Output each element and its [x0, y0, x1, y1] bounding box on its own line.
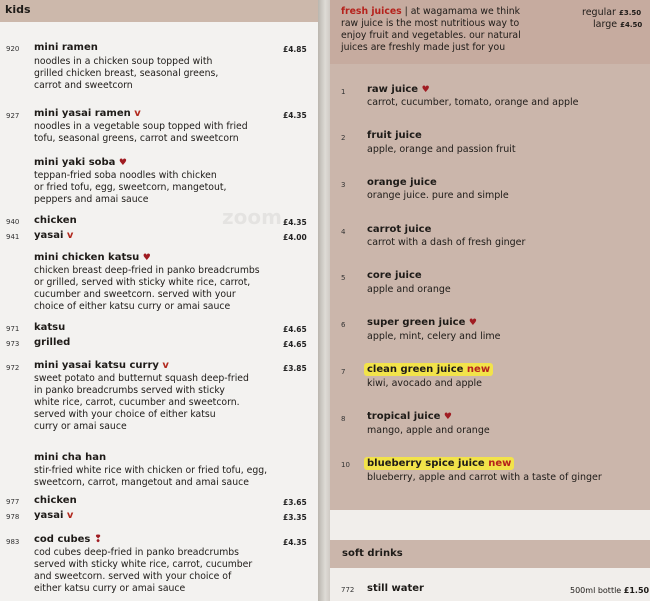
- desc-line: served with your choice of either katsu: [34, 409, 216, 420]
- option-name: chicken: [34, 215, 77, 226]
- desc-line: stir-fried white rice with chicken or fried tofu, egg,: [34, 465, 268, 476]
- juice-name-text: raw juice: [367, 84, 419, 95]
- item-name: [34, 108, 141, 119]
- option-name: [34, 510, 73, 521]
- juice-description: blueberry, apple and carrot with a taste of ginger: [367, 472, 602, 483]
- option-name-text: yasai: [34, 230, 64, 241]
- item-description: [34, 265, 284, 313]
- heart-icon: ♥: [468, 318, 477, 328]
- desc-line: sweetcorn, carrot, mangetout and amai sauce: [34, 477, 249, 488]
- juice-code: 6: [341, 321, 346, 329]
- heart-icon: ♥: [421, 85, 430, 95]
- size-name: regular: [582, 7, 616, 18]
- item-price: £4.35: [283, 538, 307, 547]
- juice-code: 2: [341, 134, 346, 142]
- juice-name: [364, 457, 514, 470]
- item-name-text: mini yasai ramen: [34, 108, 131, 119]
- desc-line: either katsu curry or amai sauce: [34, 583, 186, 594]
- new-badge: new: [488, 458, 512, 469]
- desc-line: cucumber and sweetcorn. served with your: [34, 289, 236, 300]
- item-name-text: cod cubes: [34, 534, 91, 545]
- option-code: 940: [6, 218, 20, 226]
- kids-section-header: [0, 0, 318, 22]
- heart-icon: ♥: [443, 412, 452, 422]
- juice-code: 8: [341, 415, 346, 423]
- size-text: 500ml bottle: [570, 586, 622, 595]
- juice-description: orange juice. pure and simple: [367, 190, 509, 201]
- vegetarian-mark: v: [134, 108, 141, 119]
- juice-description: apple, orange and passion fruit: [367, 144, 516, 155]
- size-price: £3.50: [619, 9, 642, 17]
- option-code: 978: [6, 513, 20, 521]
- desc-line: grilled chicken breast, seasonal greens,: [34, 68, 219, 79]
- desc-line: tofu, seasonal greens, carrot and sweetcorn: [34, 133, 239, 144]
- intro-line: enjoy fruit and vegetables. our natural: [341, 30, 521, 41]
- chili-icon: ❢: [93, 534, 103, 545]
- juice-name-text: blueberry spice juice: [367, 458, 485, 469]
- option-price: £4.65: [283, 340, 307, 349]
- juice-code: 7: [341, 368, 346, 376]
- item-name: [34, 360, 169, 371]
- desc-line: noodles in a vegetable soup topped with fried: [34, 121, 248, 132]
- juice-name: [367, 84, 430, 95]
- option-price: £4.00: [283, 233, 307, 242]
- soft-drink-code: 772: [341, 586, 355, 594]
- desc-line: teppan-fried soba noodles with chicken: [34, 170, 217, 181]
- option-code: 973: [6, 340, 20, 348]
- juice-name: [367, 411, 452, 422]
- option-name: grilled: [34, 337, 71, 348]
- option-code: 971: [6, 325, 20, 333]
- vegetarian-mark: v: [66, 510, 74, 521]
- soft-drink-name: still water: [367, 583, 424, 594]
- desc-line: served with sticky white rice, carrot, cucumber: [34, 559, 253, 570]
- option-price: £3.35: [283, 513, 307, 522]
- option-price: £4.65: [283, 325, 307, 334]
- page-gutter: [318, 0, 330, 601]
- juice-name: core juice: [367, 270, 422, 281]
- kids-title: kids: [5, 3, 31, 16]
- item-price: £3.85: [283, 364, 307, 373]
- juice-name: [364, 363, 493, 376]
- desc-line: sweet potato and butternut squash deep-fried: [34, 373, 249, 384]
- desc-line: curry or amai sauce: [34, 421, 127, 432]
- vegetarian-mark: v: [162, 360, 169, 371]
- desc-line: choice of either katsu curry or amai sauce: [34, 301, 231, 312]
- intro-line: juices are freshly made just for you: [341, 42, 506, 53]
- desc-line: chicken breast deep-fried in panko breadcrumbs: [34, 265, 260, 276]
- intro-line: raw juice is the most nutritious way to: [341, 18, 520, 29]
- juice-code: 1: [341, 88, 346, 96]
- item-name: [34, 252, 151, 263]
- juices-intro: [341, 6, 576, 54]
- juice-name: carrot juice: [367, 224, 432, 235]
- option-name: katsu: [34, 322, 66, 333]
- option-price: £4.35: [283, 218, 307, 227]
- desc-line: in panko breadcrumbs served with sticky: [34, 385, 225, 396]
- vegetarian-mark: v: [66, 230, 74, 241]
- juices-title: fresh juices: [341, 6, 402, 17]
- option-price: £3.65: [283, 498, 307, 507]
- watermark: zoom: [222, 205, 282, 229]
- juice-name: [367, 317, 477, 328]
- item-name-text: mini chicken katsu: [34, 252, 140, 263]
- intro-text: | at wagamama we think: [404, 6, 521, 17]
- juice-description: apple, mint, celery and lime: [367, 331, 501, 342]
- juice-name: fruit juice: [367, 130, 422, 141]
- new-badge: new: [466, 364, 491, 375]
- juice-description: kiwi, avocado and apple: [367, 378, 483, 389]
- soft-drinks-header: [330, 540, 650, 568]
- intro-first-line: [341, 6, 576, 18]
- item-code: 972: [6, 364, 20, 372]
- option-code: 941: [6, 233, 20, 241]
- juice-description: apple and orange: [367, 284, 451, 295]
- item-code: 920: [6, 45, 20, 53]
- heart-icon: ♥: [142, 253, 151, 263]
- item-code: 983: [6, 538, 20, 546]
- large-size: [593, 19, 642, 30]
- juice-description: mango, apple and orange: [367, 425, 490, 436]
- item-description: [34, 170, 284, 206]
- option-name: chicken: [34, 495, 77, 506]
- heart-icon: ♥: [118, 158, 127, 168]
- desc-line: cod cubes deep-fried in panko breadcrumbs: [34, 547, 240, 558]
- soft-drink-size: [570, 586, 649, 595]
- item-description: [34, 547, 284, 595]
- item-name-text: mini yaki soba: [34, 157, 116, 168]
- size-price: £4.50: [620, 21, 643, 29]
- desc-line: noodles in a chicken soup topped with: [34, 56, 213, 67]
- desc-line: white rice, carrot, cucumber and sweetcorn.: [34, 397, 240, 408]
- juice-code: 4: [341, 228, 346, 236]
- item-name: mini ramen: [34, 42, 98, 53]
- option-name-text: yasai: [34, 510, 64, 521]
- item-description: [34, 56, 284, 92]
- desc-line: or grilled, served with sticky white rice, carrot,: [34, 277, 251, 288]
- juice-code: 10: [341, 461, 350, 469]
- desc-line: carrot and sweetcorn: [34, 80, 133, 91]
- juice-name-text: clean green juice: [367, 364, 464, 375]
- option-code: 977: [6, 498, 20, 506]
- item-name-text: mini yasai katsu curry: [34, 360, 159, 371]
- size-name: large: [593, 19, 618, 30]
- soft-drink-price: £1.50: [623, 586, 650, 595]
- desc-line: or fried tofu, egg, sweetcorn, mangetout,: [34, 182, 227, 193]
- juice-name-text: super green juice: [367, 317, 466, 328]
- item-description: [34, 373, 284, 433]
- juice-description: carrot with a dash of fresh ginger: [367, 237, 526, 248]
- item-description: [34, 465, 284, 489]
- regular-size: [582, 7, 641, 18]
- soft-drinks-title: soft drinks: [342, 548, 403, 559]
- item-name: [34, 534, 102, 545]
- item-name: mini cha han: [34, 452, 107, 463]
- juice-description: carrot, cucumber, tomato, orange and apple: [367, 97, 579, 108]
- item-price: £4.35: [283, 111, 307, 120]
- item-price: £4.85: [283, 45, 307, 54]
- option-name: [34, 230, 73, 241]
- juice-name: orange juice: [367, 177, 437, 188]
- desc-line: and sweetcorn. served with your choice of: [34, 571, 232, 582]
- juice-code: 3: [341, 181, 346, 189]
- item-description: [34, 121, 284, 145]
- desc-line: peppers and amai sauce: [34, 194, 149, 205]
- item-code: 927: [6, 112, 20, 120]
- juice-code: 5: [341, 274, 346, 282]
- juice-name-text: tropical juice: [367, 411, 441, 422]
- item-name: [34, 157, 127, 168]
